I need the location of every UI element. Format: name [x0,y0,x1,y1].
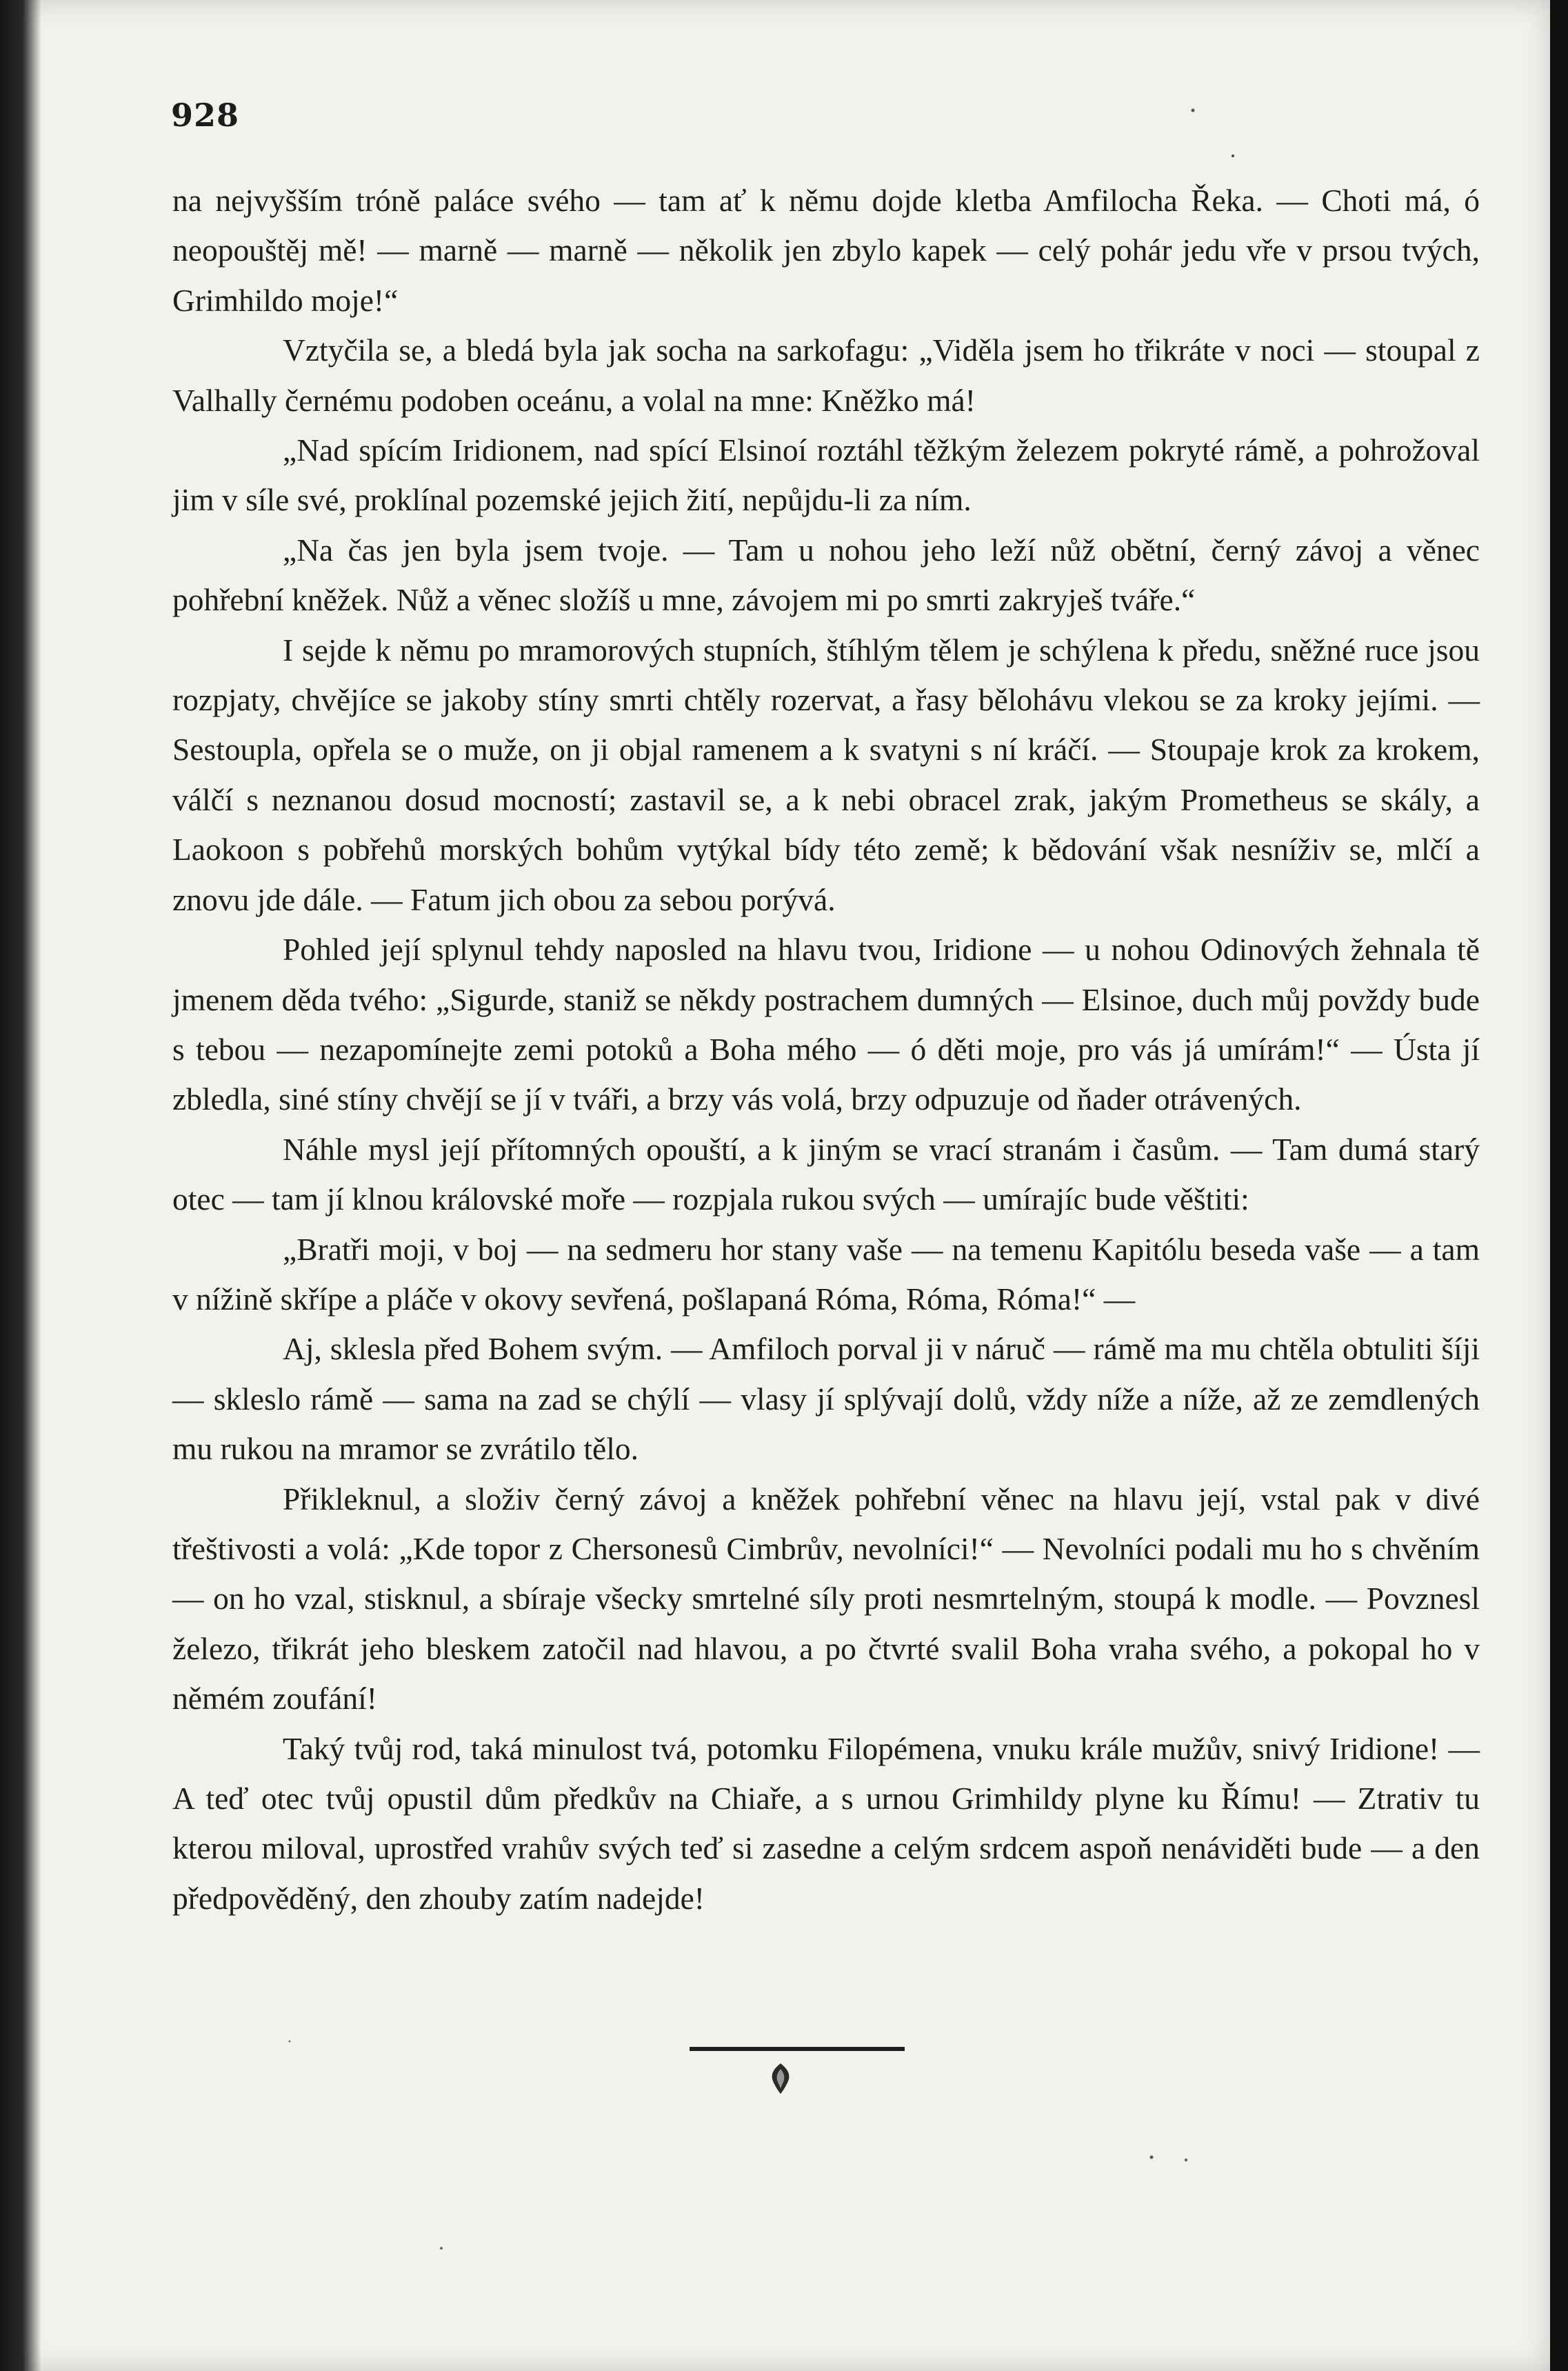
paragraph: Vztyčila se, a bledá byla jak socha na sarkofagu: „Viděla jsem ho třikráte v noci — stoupal z Valhally černému podoben oceánu, a volal na mne: Kněžko má! [172,332,1480,418]
paragraph: I sejde k němu po mramorových stupních, štíhlým tělem je schýlena k předu, sněžné ruce jsou rozpjaty, chvějíce se jakoby stíny smrti chtěly rozervat, a řasy bělohávu vlekou se za kroky jejími. — Sestoupla, opřela se o muže, on ji objal ramenem a k svatyni s ní kráčí. — Stoupaje krok za krokem, válčí s neznanou dosud mocností; zastavil se, a k nebi obracel zrak, jakým Prometheus se skály, a Laokoon s pobřehů morských bohům vytýkal bídy této země; k bědování však nesníživ se, mlčí a znovu jde dále. — Fatum jich obou za sebou porývá. [172,632,1480,917]
page-number: 928 [171,97,240,134]
binding-shadow [0,0,41,2371]
paragraph-continuation: na nejvyšším tróně paláce svého — tam ať k němu dojde kletba Amfilocha Řeka. — Choti má, ó neopouštěj mě! — marně — marně — několik jen zbylo kapek — celý pohár jedu vře v prsou tvých, Grimhildo moje!“ [172,183,1480,318]
paragraph: Přikleknul, a složiv černý závoj a kněžek pohřební věnec na hlavu její, vstal pak v divé třeštivosti a volá: „Kde topor z Chersonesů Cimbrův, nevolníci!“ — Nevolníci podali mu ho s chvěním — on ho vzal, stisknul, a sbíraje všecky smrtelné síly proti nesmrtelným, stoupá k modle. — Povznesl železo, třikrát jeho bleskem zatočil nad hlavou, a po čtvrté svalil Boha vraha svého, a pokopal ho v němém zoufání! [172,1481,1480,1717]
page-edge-shadow [1550,0,1568,2371]
vignette-ornament-icon [767,2062,794,2095]
end-rule [690,2047,905,2051]
paragraph-quote: „Bratři moji, v boj — na sedmeru hor stany vaše — na temenu Kapitólu beseda vaše — a tam v nížině skřípe a pláče v okovy sevřená, pošlapaná Róma, Róma, Róma!“ — [172,1231,1480,1317]
paragraph-quote: „Na čas jen byla jsem tvoje. — Tam u nohou jeho leží nůž obětní, černý závoj a věnec pohřební kněžek. Nůž a věnec složíš u mne, závojem mi po smrti zakryješ tváře.“ [172,532,1480,618]
paragraph: Pohled její splynul tehdy naposled na hlavu tvou, Iridione — u nohou Odinových žehnala tě jmenem děda tvého: „Sigurde, staniž se někdy postrachem dumných — Elsinoe, duch můj povždy bude s tebou — nezapomínejte zemi potoků a Boha mého — ó děti moje, pro vás já umírám!“ — Ústa jí zbledla, siné stíny chvějí se jí v tváři, a brzy vás volá, brzy odpuzuje od ňader otrávených. [172,932,1480,1117]
body-text [172,176,1480,1923]
paragraph: Aj, sklesla před Bohem svým. — Amfiloch porval ji v náruč — rámě ma mu chtěla obtuliti šíji — skleslo rámě — sama na zad se chýlí — vlasy jí splývají dolů, vždy níže a níže, až ze zemdlených mu rukou na mramor se zvrátilo tělo. [172,1331,1480,1467]
paragraph: Náhle mysl její přítomných opouští, a k jiným se vrací stranám i časům. — Tam dumá starý otec — tam jí klnou královské moře — rozpjala rukou svých — umírajíc bude věštiti: [172,1131,1480,1217]
paragraph-quote: „Nad spícím Iridionem, nad spící Elsinoí roztáhl těžkým železem pokryté rámě, a pohrožoval jim v síle své, proklínal pozemské jejich žití, nepůjdu-li za ním. [172,432,1480,518]
paragraph: Taký tvůj rod, taká minulost tvá, potomku Filopémena, vnuku krále mužův, snivý Iridione! — A teď otec tvůj opustil dům předkův na Chiaře, a s urnou Grimhildy plyne ku Římu! — Ztrativ tu kterou miloval, uprostřed vrahův svých teď si zasedne a celým srdcem aspoň nenáviděti bude — a den předpověděný, den zhouby zatím nadejde! [172,1730,1480,1916]
